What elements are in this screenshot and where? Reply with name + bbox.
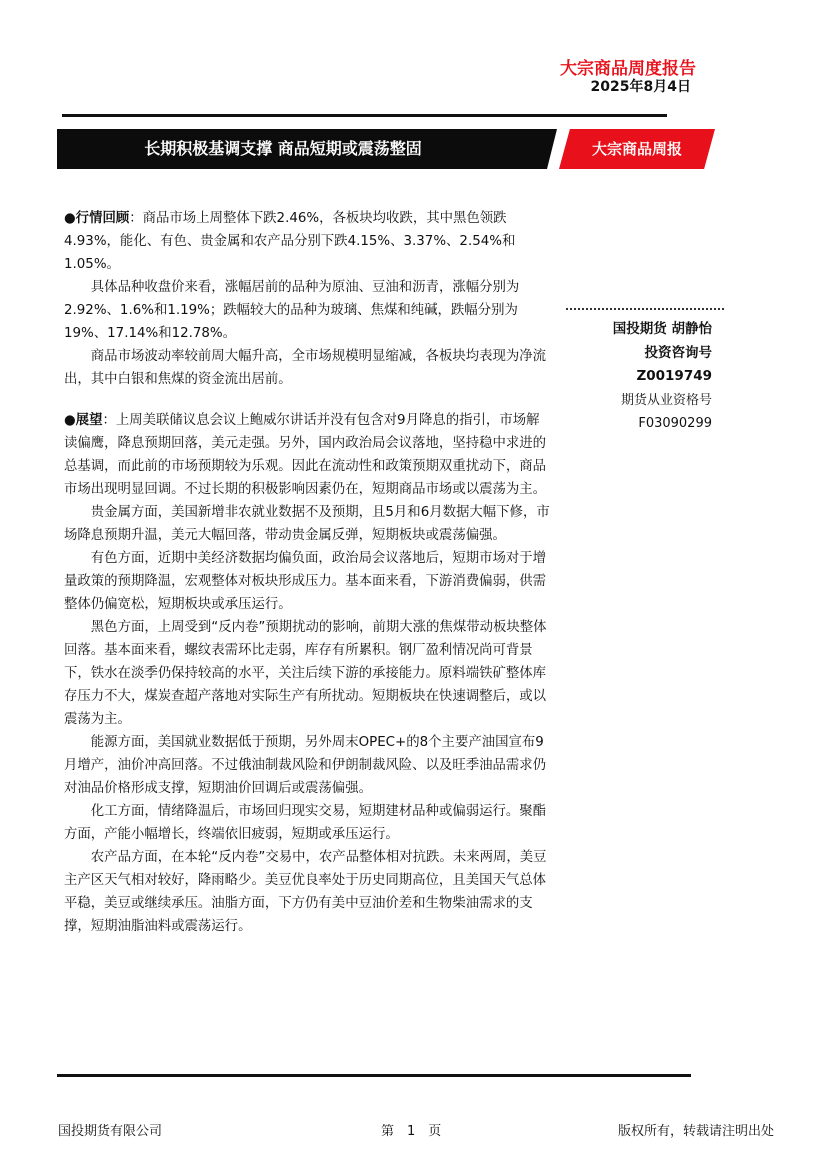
outlook-paragraph: 黑色方面，上周受到“反内卷”预期扰动的影响，前期大涨的焦煤带动板块整体回落。基本面来看，螺纹表需环比走弱，库存有所累积。钢厂盈利情况尚可背景下，铁水在淡季仍保持较高的水平，关注后续下游的承接能力。原料端铁矿整体库存压力不大，煤炭查超产落地对实际生产有所扰动。短期板块在快速调整后，或以震荡为主。 <box>64 620 547 727</box>
report-date: 2025年8月4日 <box>590 79 691 95</box>
review-paragraph: 具体品种收盘价来看，涨幅居前的品种为原油、豆油和沥青，涨幅分别为2.92%、1.6%和1.19%；跌幅较大的品种为玻璃、焦煤和纯碱，跌幅分别为19%、17.14%和12.78%。 <box>64 280 520 341</box>
consulting-number: Z0019749 <box>636 368 712 384</box>
page-number: 第 1 页 <box>381 1124 442 1139</box>
analyst-name: 国投期货 胡静怡 <box>612 321 712 337</box>
qualification-number: F03090299 <box>638 416 712 431</box>
sidebar-divider <box>566 308 724 310</box>
outlook-paragraph: 能源方面，美国就业数据低于预期，另外周末OPEC+的8个主要产油国宣布9月增产，油价冲高回落。不过俄油制裁风险和伊朗制裁风险、以及旺季油品需求仍对油品价格形成支撑，短期油价回调后或震荡偏强。 <box>64 735 547 796</box>
headline: 长期积极基调支撑 商品短期或震荡整固 <box>144 139 422 158</box>
header-rule <box>62 114 667 117</box>
outlook-summary: ：上周美联储议息会议上鲍威尔讲话并没有包含对9月降息的指引，市场解读偏鹰，降息预期回落，美元走强。另外，国内政治局会议落地，坚持稳中求进的总基调，而此前的市场预期较为乐观。因此在流动性和政策预期双重扰动下，商品市场出现明显回调。不过长期的积极影响因素仍在，短期商品市场或以震荡为主。 <box>64 413 547 497</box>
review-paragraph <box>64 207 552 276</box>
main-body <box>64 207 552 938</box>
outlook-paragraph: 有色方面，近期中美经济数据均偏负面，政治局会议落地后，短期市场对于增量政策的预期降温，宏观整体对板块形成压力。基本面来看，下游消费偏弱，供需整体仍偏宽松，短期板块或承压运行。 <box>64 551 547 612</box>
review-heading: ●行情回顾 <box>64 211 130 226</box>
footer-rule <box>57 1074 691 1077</box>
outlook-paragraph: 农产品方面，在本轮“反内卷”交易中，农产品整体相对抗跌。未来两周，美豆主产区天气相对较好，降雨略少。美豆优良率处于历史同期高位，且美国天气总体平稳，美豆或继续承压。油脂方面，下方仍有美中豆油价差和生物柴油需求的支撑，短期油脂油料或震荡运行。 <box>64 850 547 934</box>
review-paragraph: 商品市场波动率较前周大幅升高，全市场规模明显缩减，各板块均表现为净流出，其中白银和焦煤的资金流出居前。 <box>64 349 547 387</box>
section-gap <box>64 391 552 409</box>
qualification-label: 期货从业资格号 <box>620 392 712 408</box>
report-title: 大宗商品周度报告 <box>560 59 696 79</box>
consulting-number-label: 投资咨询号 <box>644 344 712 361</box>
footer-company: 国投期货有限公司 <box>58 1124 163 1139</box>
outlook-heading: ●展望 <box>64 413 103 428</box>
footer-copyright: 版权所有，转载请注明出处 <box>617 1124 774 1139</box>
outlook-paragraph: 贵金属方面，美国新增非农就业数据不及预期，且5月和6月数据大幅下修，市场降息预期升温，美元大幅回落，带动贵金属反弹，短期板块或震荡偏强。 <box>64 505 550 543</box>
review-summary: ：商品市场上周整体下跌2.46%，各板块均收跌，其中黑色领跌4.93%，能化、有色、贵金属和农产品分别下跌4.15%、3.37%、2.54%和1.05%。 <box>64 211 516 272</box>
analyst-info <box>566 318 712 436</box>
outlook-paragraph: 化工方面，情绪降温后，市场回归现实交易，短期建材品种或偏弱运行。聚酯方面，产能小幅增长，终端依旧疲弱，短期或承压运行。 <box>64 804 547 842</box>
outlook-paragraph <box>64 409 552 501</box>
report-type-label: 大宗商品周报 <box>591 140 682 158</box>
